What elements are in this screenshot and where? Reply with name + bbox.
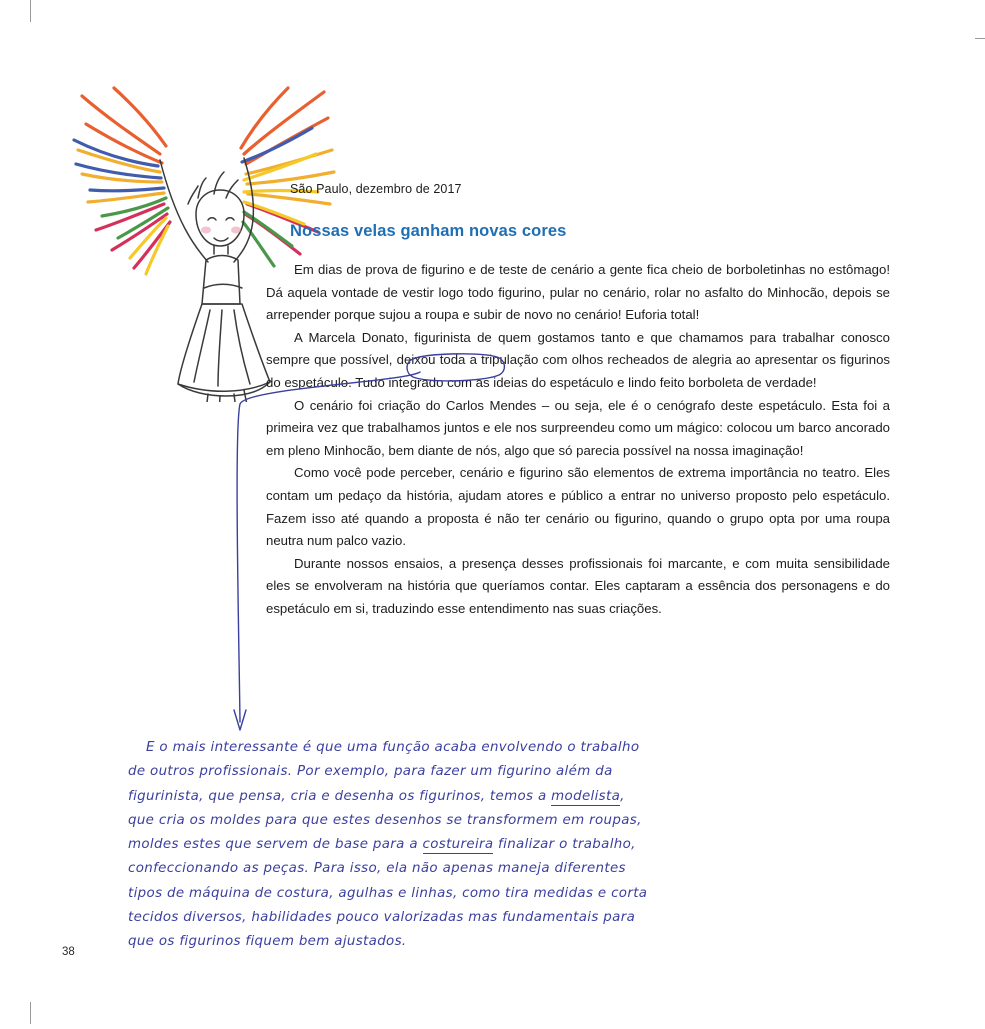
body-paragraph: A Marcela Donato, figurinista de quem gostamos tanto e que chamamos para trabalhar conosco sempre que possível, deixou toda a tripulação com olhos recheados de alegria ao apresentar os figurinos do espetáculo. Tudo integrado com as ideias do espetáculo e lindo feito borboleta de verdade! <box>266 329 890 390</box>
body-paragraph: Como você pode perceber, cenário e figurino são elementos de extrema importância no teatro. Eles contam um pedaço da história, ajudam atores e público a entrar no universo proposto pelo espetáculo. Fazem isso até quando a proposta é não ter cenário ou figurino, quando o grupo opta por uma roupa neutra num palco vazio. <box>266 465 890 549</box>
page-title: Nossas velas ganham novas cores <box>290 222 567 240</box>
handwritten-line: tecidos diversos, habilidades pouco valorizadas mas fundamentais para <box>128 910 636 926</box>
handwritten-line: que cria os moldes para que estes desenhos se transformem em roupas, <box>128 812 642 828</box>
handwritten-line: que os figurinos fiquem bem ajustados. <box>128 934 407 950</box>
handwritten-line: de outros profissionais. Por exemplo, para fazer um figurino além da <box>128 764 613 780</box>
page-number: 38 <box>62 946 75 958</box>
handwritten-line: E o mais interessante é que uma função acaba envolvendo o trabalho <box>146 740 640 755</box>
handwritten-line: moldes estes que servem de base para a costureira finalizar o trabalho, <box>128 837 636 853</box>
handwritten-line: figurinista, que pensa, cria e desenha os figurinos, temos a modelista, <box>128 788 625 804</box>
crop-mark-top-left <box>30 0 31 22</box>
article-text-column <box>266 182 890 621</box>
body-paragraph: Durante nossos ensaios, a presença desses profissionais foi marcante, e com muita sensibilidade eles se envolveram na história que queríamos contar. Eles captaram a essência dos personagens e do espetáculo em si, traduzindo esse entendimento nas suas criações. <box>266 555 890 616</box>
dateline: São Paulo, dezembro de 2017 <box>290 182 462 196</box>
arrow-head-icon <box>234 710 246 730</box>
handwritten-line: confeccionando as peças. Para isso, ela não apenas maneja diferentes <box>128 861 626 877</box>
handwritten-note <box>128 736 768 955</box>
crop-mark-right <box>975 38 985 39</box>
body-paragraph: O cenário foi criação do Carlos Mendes – ou seja, ele é o cenógrafo deste espetáculo. Esta foi a primeira vez que trabalhamos juntos e ele nos surpreendeu como um mágico: colocou um barco ancorado em pleno Minhocão, bem diante de nós, algo que só parecia possível na nossa imaginação! <box>266 397 890 458</box>
body-paragraph: Em dias de prova de figurino e de teste de cenário a gente fica cheio de borboletinhas no estômago! Dá aquela vontade de vestir logo todo figurino, pular no cenário, rolar no asfalto do Minhocão, depois se arrepender porque sujou a roupa e subir de novo no cenário! Euforia total! <box>266 262 890 323</box>
crop-mark-bottom-left <box>30 1002 31 1024</box>
handwritten-line: tipos de máquina de costura, agulhas e linhas, como tira medidas e corta <box>128 885 648 901</box>
